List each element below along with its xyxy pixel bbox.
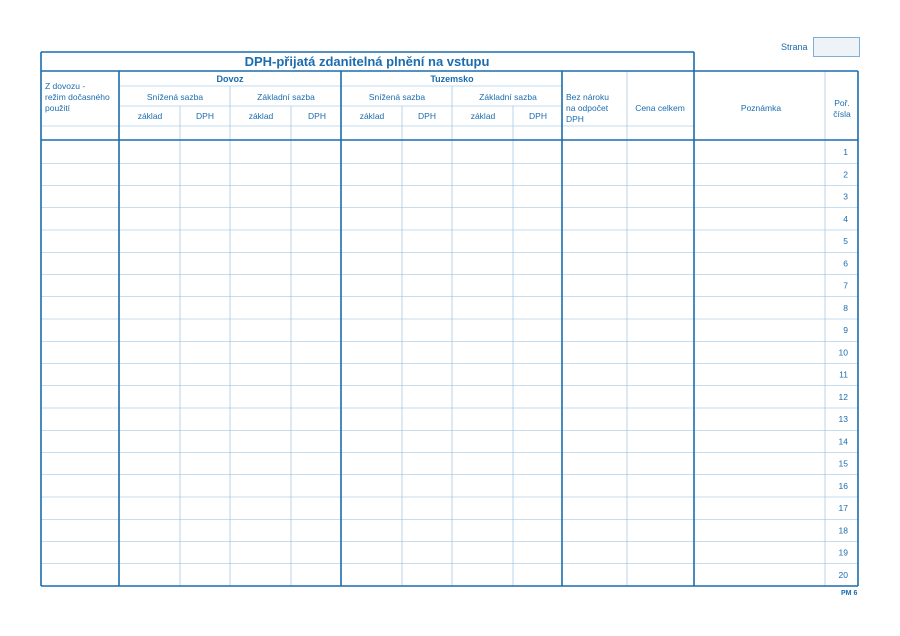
row-number: 11	[839, 369, 848, 380]
header-base: základ	[359, 111, 385, 121]
row-number: 18	[838, 525, 848, 536]
header-basic-rate: Základní sazba	[257, 92, 315, 102]
row-number: 19	[838, 547, 848, 558]
page-label: Strana	[781, 42, 808, 52]
row-number: 9	[843, 325, 848, 336]
row-number: 12	[838, 391, 848, 402]
header-no-deduction: Bez nároku	[566, 92, 609, 102]
header-basic-rate: Základní sazba	[479, 92, 537, 102]
form-title: DPH-přijatá zdanitelná plnění na vstupu	[244, 54, 490, 69]
header-base: základ	[470, 111, 496, 121]
row-number: 7	[843, 280, 848, 291]
row-number: 17	[838, 503, 848, 514]
header-note: Poznámka	[740, 103, 782, 113]
header-base: základ	[137, 111, 163, 121]
row-number: 20	[838, 569, 848, 580]
header-reduced-rate: Snížená sazba	[368, 92, 426, 102]
row-number: 8	[843, 302, 848, 313]
form-code: PM 6	[841, 590, 858, 597]
header-import-temp: režim dočasného	[45, 92, 110, 102]
row-number: 13	[838, 414, 848, 425]
header-vat: DPH	[308, 111, 326, 121]
row-number: 15	[838, 458, 848, 469]
header-import-temp: použití	[45, 103, 71, 113]
row-number: 5	[843, 236, 848, 247]
header-reduced-rate: Snížená sazba	[146, 92, 204, 102]
row-number: 16	[838, 480, 848, 491]
row-number: 1	[843, 147, 848, 158]
row-number: 2	[843, 169, 848, 180]
row-number: 6	[843, 258, 848, 269]
row-number: 3	[843, 191, 848, 202]
row-number: 14	[838, 436, 848, 447]
header-vat: DPH	[529, 111, 547, 121]
header-vat: DPH	[196, 111, 214, 121]
header-import-temp: Z dovozu -	[45, 81, 86, 91]
header-no-deduction: DPH	[566, 114, 584, 124]
header-row-no: Poř.	[834, 98, 850, 108]
header-no-deduction: na odpočet	[566, 103, 609, 113]
header-import: Dovoz	[216, 74, 244, 84]
header-base: základ	[248, 111, 274, 121]
header-total-price: Cena celkem	[635, 103, 685, 113]
header-vat: DPH	[418, 111, 436, 121]
header-row-no: čísla	[833, 109, 851, 119]
row-number: 4	[843, 213, 848, 224]
header-domestic: Tuzemsko	[430, 74, 474, 84]
row-number: 10	[838, 347, 848, 358]
